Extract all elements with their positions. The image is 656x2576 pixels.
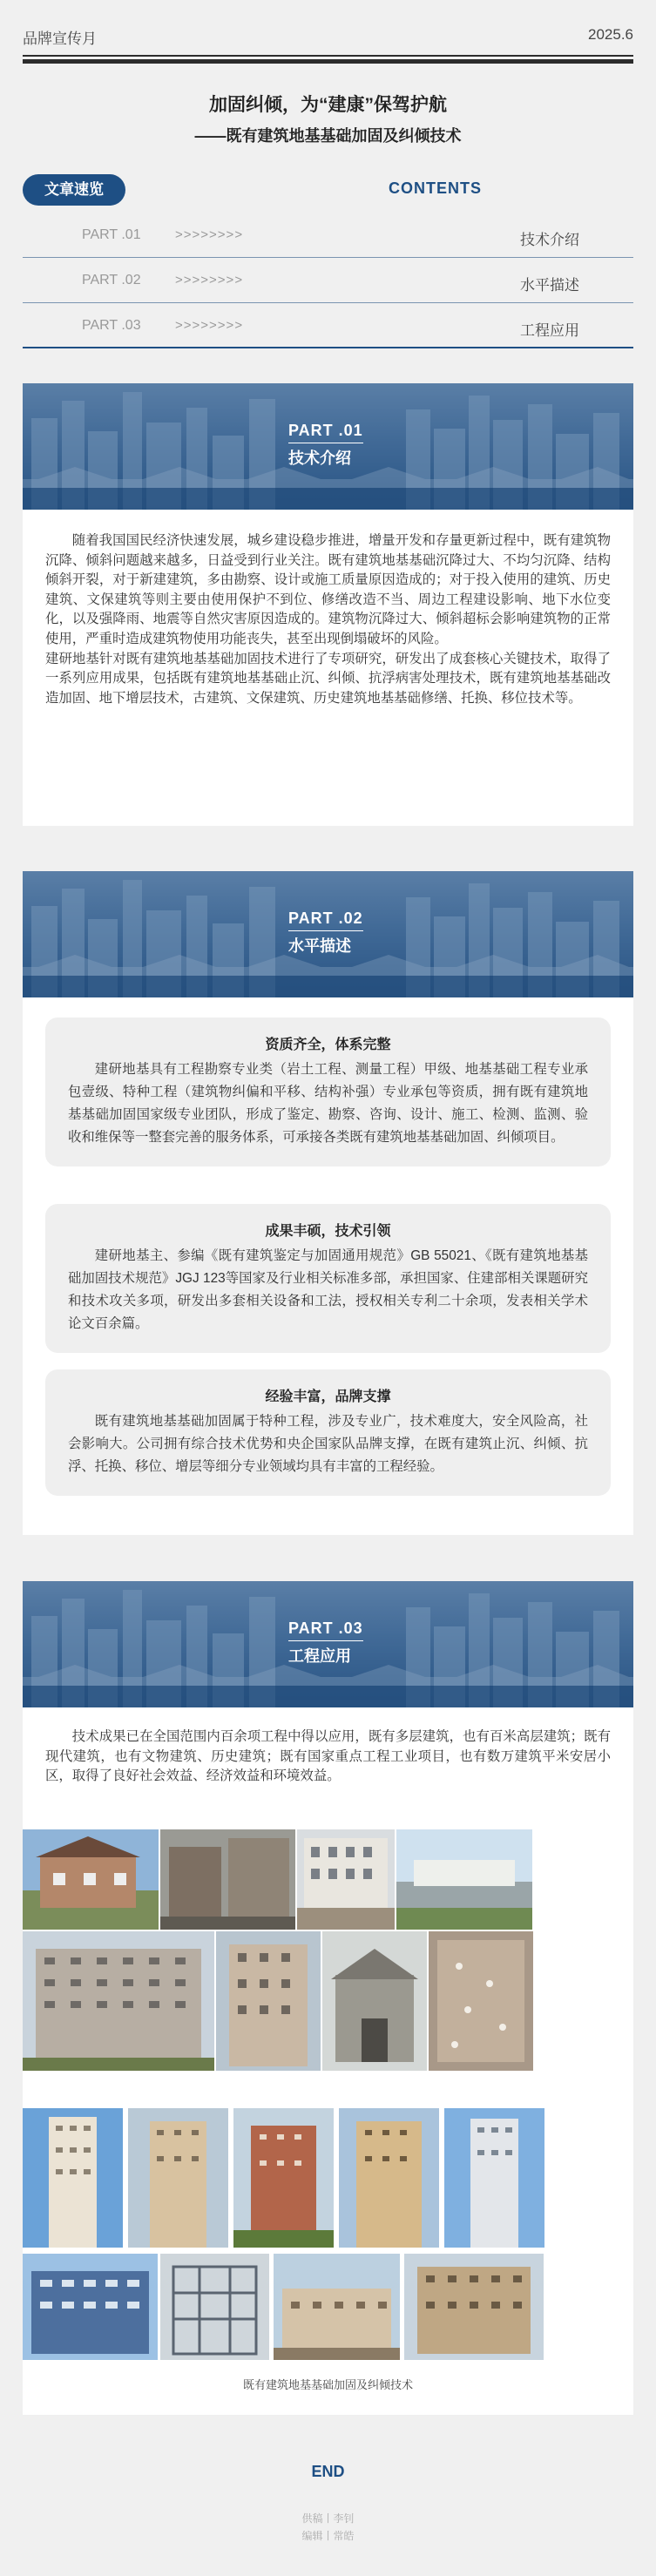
- feature-heading: 成果丰硕，技术引领: [265, 1224, 391, 1239]
- section-part03: [23, 1581, 633, 2415]
- toc-contents-label: CONTENTS: [389, 179, 482, 197]
- project-photo: [23, 2108, 123, 2248]
- section-banner: [23, 383, 633, 510]
- section-part-label: PART .02: [288, 909, 363, 927]
- toc-list: [23, 213, 633, 348]
- section-part-label: PART .03: [288, 1619, 363, 1637]
- project-photo: [274, 2254, 400, 2360]
- section-body: [45, 531, 611, 708]
- toc-row-part03[interactable]: [23, 303, 633, 348]
- toc-part-number: PART .01: [82, 227, 141, 242]
- brand-month-label: 品牌宣传月: [23, 30, 97, 47]
- toc-row-part02[interactable]: [23, 258, 633, 303]
- toc-pill: 文章速览: [23, 174, 125, 206]
- section-banner: [23, 871, 633, 997]
- issue-date: 2025.6: [588, 26, 633, 43]
- feature-box: [45, 1018, 611, 1166]
- toc-section-name: 技术介绍: [520, 232, 579, 248]
- end-marker: END: [311, 2463, 345, 2480]
- section-banner: [23, 1581, 633, 1707]
- section-part-label: PART .01: [288, 422, 363, 439]
- project-photo: [339, 2108, 439, 2248]
- project-photo: [128, 2108, 228, 2248]
- section-title: 工程应用: [288, 1647, 351, 1665]
- feature-heading: 资质齐全，体系完整: [265, 1038, 391, 1052]
- body-paragraph: 随着我国国民经济快速发展，城乡建设稳步推进，增量开发和存量更新过程中，既有建筑物沉降、倾斜问题越来越多，日益受到行业关注。既有建筑地基基础沉降过大、不均匀沉降、结构倾斜开裂，对于新建建筑，多由勘察、设计或施工质量原因造成的；对于投入使用的建筑、历史建筑、文保建筑等则主要由使用保护不到位、修缮改造不当、周边工程建设影响、地下水位变化，以及强降雨、地震等自然灾害原因造成的。建筑物沉降过大、倾斜超标会影响建筑物的正常使用，严重时造成建筑物使用功能丧失，甚至出现倒塌破坏的风险。: [45, 533, 611, 646]
- project-photo: [396, 1829, 532, 1930]
- section-divider: [288, 930, 363, 931]
- project-photo: [160, 2254, 269, 2360]
- photo-caption: 既有建筑地基基础加固及纠倾技术: [242, 2378, 413, 2391]
- project-photo: [444, 2108, 544, 2248]
- header-rule-thick: [23, 59, 633, 64]
- project-photo: [23, 1931, 214, 2071]
- project-photo: [23, 2254, 158, 2360]
- toc-section-name: 水平描述: [520, 277, 579, 294]
- credit-supply: 供稿丨李钊: [301, 2512, 355, 2525]
- section-divider: [288, 1640, 363, 1641]
- feature-text: 建研地基具有工程勘察专业类（岩土工程、测量工程）甲级、地基基础工程专业承包壹级、特种工程（建筑物纠偏和平移、结构补强）专业承包等资质，拥有既有建筑地基基础加固国家级专业团队，形成了鉴定、勘察、咨询、设计、施工、检测、监测、验收和维保等一整套完善的服务体系，可承接各类既有建筑地基基础加固、纠倾项目。: [68, 1062, 588, 1145]
- feature-box: [45, 1204, 611, 1353]
- toc-part-number: PART .02: [82, 273, 141, 287]
- section-title: 水平描述: [288, 937, 351, 955]
- project-photo: [160, 1829, 295, 1930]
- project-photo: [297, 1829, 395, 1930]
- section-part02: [23, 871, 633, 1535]
- feature-heading: 经验丰富，品牌支撑: [265, 1389, 391, 1404]
- toc-row-part01[interactable]: [23, 213, 633, 258]
- body-paragraph: 技术成果已在全国范围内百余项工程中得以应用，既有多层建筑，也有百米高层建筑；既有现代建筑，也有文物建筑、历史建筑；既有国家重点工程工业项目，也有数万建筑平米安居小区，取得了良好社会效益、经济效益和环境效益。: [45, 1729, 611, 1784]
- project-photo: [404, 2254, 544, 2360]
- article-title: 加固纠倾，为“建康”保驾护航: [209, 95, 447, 115]
- section-body: [45, 1727, 611, 1787]
- header-rule-thin: [23, 55, 633, 57]
- section-title: 技术介绍: [288, 450, 351, 467]
- project-photo: [429, 1931, 533, 2071]
- article-subtitle: ——既有建筑地基基础加固及纠倾技术: [194, 127, 462, 145]
- project-photo: [322, 1931, 427, 2071]
- toc-arrows: >>>>>>>>: [175, 273, 244, 287]
- feature-text: 既有建筑地基基础加固属于特种工程，涉及专业广，技术难度大，安全风险高，社会影响大。公司拥有综合技术优势和央企国家队品牌支撑，在既有建筑止沉、纠倾、抗浮、托换、移位、增层等细分专业领域均具有丰富的工程经验。: [68, 1414, 588, 1474]
- project-photo: [233, 2108, 334, 2248]
- feature-box: [45, 1369, 611, 1496]
- toc-section-name: 工程应用: [520, 322, 579, 339]
- project-photo: [216, 1931, 321, 2071]
- toc-part-number: PART .03: [82, 318, 141, 333]
- toc-arrows: >>>>>>>>: [175, 318, 244, 333]
- credit-editor: 编辑丨常皓: [301, 2530, 355, 2542]
- project-photo: [23, 1829, 159, 1930]
- body-paragraph: 建研地基针对既有建筑地基基础加固技术进行了专项研究，研发出了成套核心关键技术，取得了一系列应用成果，包括既有建筑地基基础止沉、纠倾、抗浮病害处理技术，既有建筑地基基础改造加固、地下增层技术，古建筑、文保建筑、历史建筑地基基础修缮、托换、移位技术等。: [45, 651, 611, 706]
- toc-arrows: >>>>>>>>: [175, 227, 244, 242]
- feature-text: 建研地基主、参编《既有建筑鉴定与加固通用规范》GB 55021、《既有建筑地基基础加固技术规范》JGJ 123等国家及行业相关标准多部，承担国家、住建部相关课题研究和技术攻关多项，研发出多套相关设备和工法，授权相关专利二十余项，发表相关学术论文百余篇。: [68, 1248, 588, 1331]
- page-header: [23, 26, 633, 61]
- section-part01: [23, 383, 633, 826]
